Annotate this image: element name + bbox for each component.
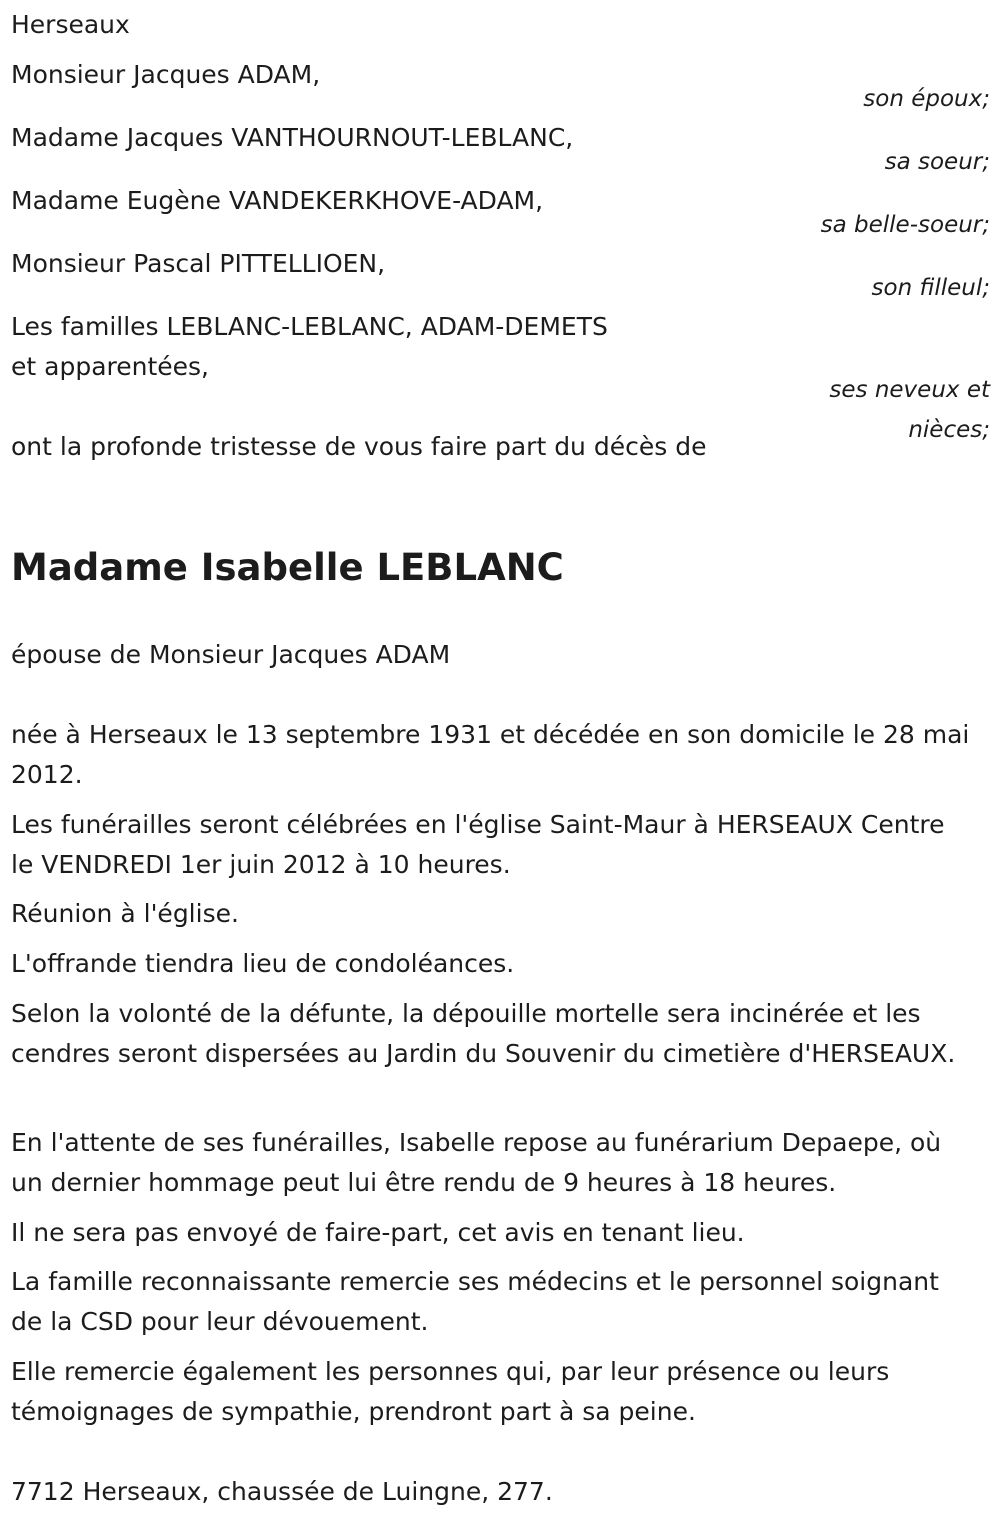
family-member-role: son filleul; [871, 275, 990, 301]
families-group-role: ses neveux et nièces; [829, 377, 990, 443]
families-group-line2: et apparentées, [11, 352, 209, 381]
announcement-text: ont la profonde tristesse de vous faire part du décès de [11, 432, 707, 461]
family-member-role: son époux; [863, 86, 990, 112]
family-member-role: sa belle-soeur; [820, 212, 990, 238]
thanks-doctors-paragraph: La famille reconnaissante remercie ses médecins et le personnel soignant de la CSD pour leur dévouement. [11, 1267, 939, 1336]
no-faire-part-paragraph: Il ne sera pas envoyé de faire-part, cet avis en tenant lieu. [11, 1218, 745, 1247]
family-member-role: sa soeur; [884, 149, 990, 175]
funerarium-paragraph: En l'attente de ses funérailles, Isabelle repose au funérarium Depaepe, où un dernier hommage peut lui être rendu de 9 heures à 18 heures. [11, 1128, 942, 1197]
cremation-paragraph: Selon la volonté de la défunte, la dépouille mortelle sera incinérée et les cendres seront dispersées au Jardin du Souvenir du cimetière d'HERSEAUX. [11, 999, 956, 1068]
thanks-people-paragraph: Elle remercie également les personnes qui, par leur présence ou leurs témoignages de sympathie, prendront part à sa peine. [11, 1357, 890, 1426]
offering-paragraph: L'offrande tiendra lieu de condoléances. [11, 949, 515, 978]
family-member-name: Monsieur Pascal PITTELLIOEN, [11, 249, 386, 278]
family-member-name: Madame Eugène VANDEKERKHOVE-ADAM, [11, 186, 544, 215]
deceased-name: Madame Isabelle LEBLANC [11, 546, 564, 589]
families-group-line1: Les familles LEBLANC-LEBLANC, ADAM-DEMETS [11, 312, 608, 341]
family-member-name: Monsieur Jacques ADAM, [11, 60, 321, 89]
spouse-line: épouse de Monsieur Jacques ADAM [11, 640, 451, 669]
header-place: Herseaux [11, 10, 130, 39]
funeral-paragraph: Les funérailles seront célébrées en l'église Saint-Maur à HERSEAUX Centre le VENDREDI 1er juin 2012 à 10 heures. [11, 810, 945, 879]
birth-death-paragraph: née à Herseaux le 13 septembre 1931 et décédée en son domicile le 28 mai 2012. [11, 720, 970, 789]
family-member-name: Madame Jacques VANTHOURNOUT-LEBLANC, [11, 123, 574, 152]
meeting-paragraph: Réunion à l'église. [11, 899, 239, 928]
address-line: 7712 Herseaux, chaussée de Luingne, 277. [11, 1477, 553, 1506]
